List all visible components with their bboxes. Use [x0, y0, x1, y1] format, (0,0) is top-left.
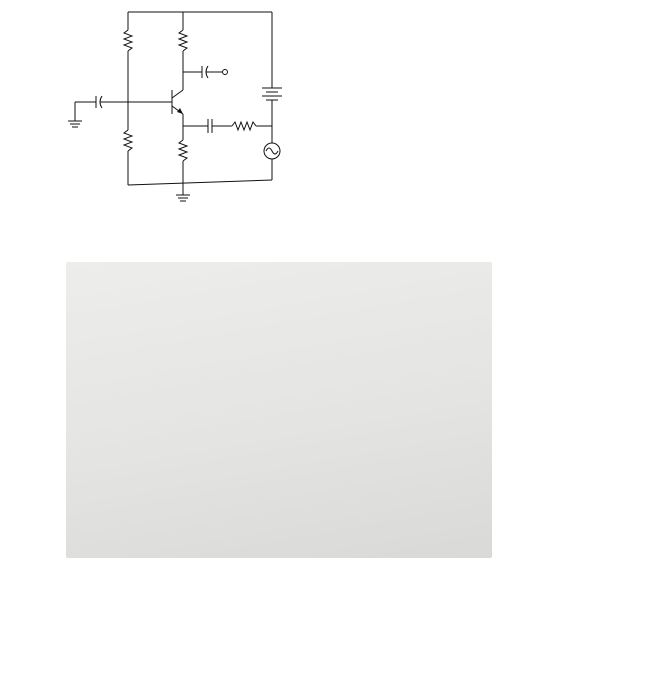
table-photo: [66, 262, 492, 558]
circuit-schematic: [0, 0, 360, 215]
table-grid: [66, 262, 492, 558]
